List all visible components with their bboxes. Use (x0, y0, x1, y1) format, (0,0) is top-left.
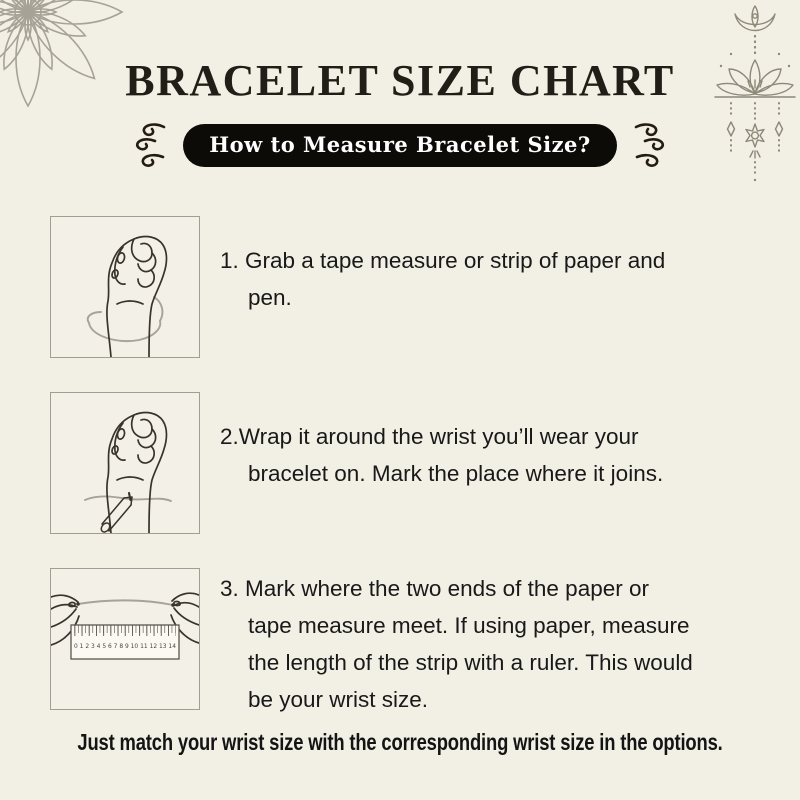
step2-line: bracelet on. Mark the place where it joins. (248, 461, 664, 486)
ruler-numbers: 0 1 2 3 4 5 6 7 8 9 10 11 12 13 14 (74, 643, 176, 650)
footer-note: Just match your wrist size with the corresponding wrist size in the options. (77, 729, 723, 755)
flourish-right-icon (632, 120, 670, 170)
step2-text (220, 418, 663, 492)
step1-text (220, 242, 665, 316)
subtitle-badge: How to Measure Bracelet Size? (183, 124, 616, 167)
step1-line: 1. Grab a tape measure or strip of paper and (220, 248, 666, 273)
step3-line: tape measure meet. If using paper, measure (248, 613, 690, 638)
flourish-left-icon (130, 120, 168, 170)
step3-line: be your wrist size. (248, 687, 429, 712)
step-row-3 (50, 568, 800, 718)
subtitle-row (0, 120, 800, 170)
page-title: BRACELET SIZE CHART (125, 56, 675, 105)
fist-with-tape-measure-illustration (51, 217, 199, 357)
step1-line: pen. (248, 285, 292, 310)
header (0, 0, 800, 170)
steps-list (50, 216, 800, 718)
step3-line: the length of the strip with a ruler. This would (248, 650, 693, 675)
step3-figure-box (50, 568, 200, 710)
step3-line: 3. Mark where the two ends of the paper or (220, 576, 649, 601)
hands-with-string-and-ruler-illustration (51, 569, 199, 709)
step2-line: 2.Wrap it around the wrist you’ll wear your (220, 424, 639, 449)
fist-with-pen-marking-illustration (51, 393, 199, 533)
step2-figure-box (50, 392, 200, 534)
step3-text (220, 570, 693, 718)
step-row-2 (50, 392, 800, 534)
step-row-1 (50, 216, 800, 358)
step1-figure-box (50, 216, 200, 358)
